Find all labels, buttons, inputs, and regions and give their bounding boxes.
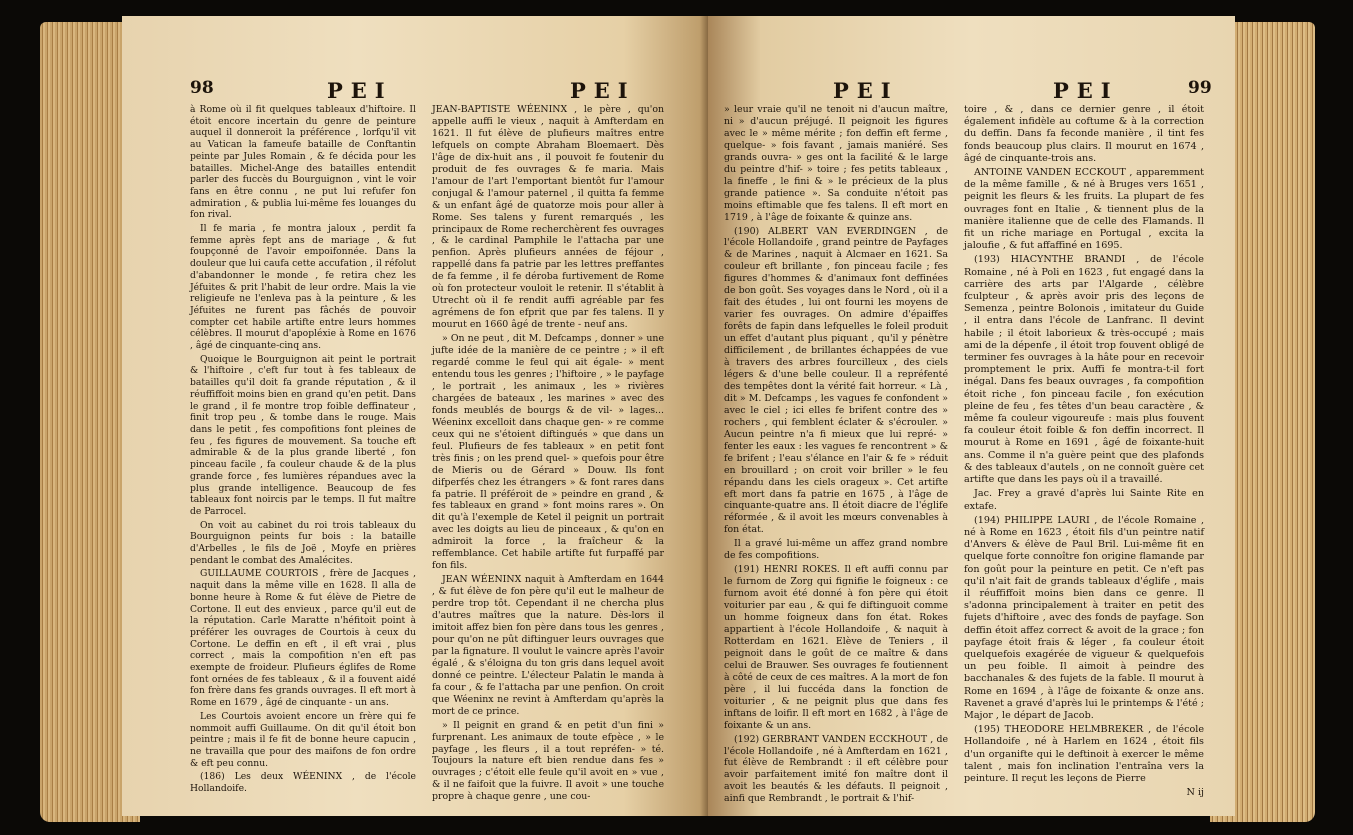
paragraph: (192) GERBRANT VANDEN ECCKHOUT , de l'école Hollandoife , né à Amfterdam en 1621 , fut élève de Rembrandt : il eft célèbre pour avoir parfaitement imité fon maître dont il avoit les beautés & les défauts. Il peignoit , ainfi que Rembrandt , le portrait & l'hif- (724, 733, 948, 805)
paragraph: Quoique le Bourguignon ait peint le portrait & l'hiftoire , c'eft fur tout à fes tableaux de batailles qu'il doit fa grande réputation , & il réuffiffoit moins bien en grand qu'en petit. Dans le grand , il fe montre trop foible deffinateur , finit trop peu , & tombe dans le rouge. Mais dans le petit , fes compofitions font pleines de feu , fes figures de mouvement. Sa touche eft admirable & de la plus grande liberté , fon pinceau facile , fa couleur chaude & de la plus grande force , fes lumières répandues avec la plus grande intelligence. Beaucoup de fes tableaux font noircis par le temps. Il fut maître de Parrocel. (190, 353, 416, 517)
paragraph: (194) PHILIPPE LAURI , de l'école Romaine , né à Rome en 1623 , étoit fils d'un peintre natif d'Anvers & élève de Paul Bril. Lui-même fit en quelque forte connoître fon origine flamande par fon goût pour la peinture en petit. Ce n'eft pas qu'il n'ait fait de grands tableaux d'églife , mais il réuffiffoit moins bien dans ce genre. Il s'adonna principalement à traiter en petit des fujets d'hiftoire , avec des fonds de payfage. Son deffin étoit affez correct & avoit de la grace ; fon payfage étoit frais & léger , fa couleur étoit quelquefois exagérée de vigueur & quelquefois un peu foible. Il aimoit à peindre des bacchanales & des fujets de la fable. Il mourut à Rome en 1694 , à l'âge de foixante & onze ans. Ravenet a gravé d'après lui le printemps & l'été ; Major , le départ de Jacob. (964, 514, 1204, 721)
paragraph: Jac. Frey a gravé d'après lui Sainte Rite en extafe. (964, 488, 1204, 512)
paragraph: (190) ALBERT VAN EVERDINGEN , de l'école Hollandoife , grand peintre de Payfages & de Marines , naquit à Alcmaer en 1621. Sa couleur eft brillante , fon pinceau facile ; fes figures d'hommes & d'animaux font deffinées de bon goût. Ses voyages dans le Nord , où il a fait des études , lui ont fourni les moyens de varier fes ouvrages. On admire d'épaiffes forêts de fapin dans lefquelles le foleil produit un effet d'autant plus piquant , qu'il y pénètre difficilement , de brillantes échappées de vue à travers des arbres fourcilleux , des ciels légers & d'une belle couleur. Il a repréfenté des tempêtes dont la vérité fait horreur. « Là , dit » M. Defcamps , les vagues fe confondent » avec le ciel ; ici elles fe brifent contre des » rochers , qui femblent éclater & s'écrouler. » Aucun peintre n'a fi mieux que lui repré- » fenter les eaux : les vagues fe rencontrent » & fe brifent ; l'eau s'élance en l'air & fe » réduit en brouillard ; on croit voir briller » le feu répandu dans les ciels orageux ». Cet artifte eft mort dans fa patrie en 1675 , à l'âge de cinquante-quatre ans. Il étoit diacre de l'églife réformée , & il avoit les mœurs convenables à fon état. (724, 225, 948, 536)
left-column-2 (432, 104, 664, 805)
left-column-1 (190, 104, 416, 797)
paragraph: (193) HIACYNTHE BRANDI , de l'école Romaine , né à Poli en 1623 , fut engagé dans la carrière des arts par l'Algarde , célèbre fculpteur , & après avoir pris des leçons de Semenza , peintre Bolonois , imitateur du Guide , il entra dans l'école de Lanfranc. Il devint habile ; il étoit laborieux & très-occupé ; mais ami de la dépenfe , il étoit trop fouvent obligé de terminer fes ouvrages à la hâte pour en recevoir promptement le prix. Auffi fe montra-t-il fort inégal. Dans fes beaux ouvrages , fa compofition étoit riche , fon pinceau facile , fon exécution pleine de feu , fes têtes d'un beau caractère , & même fa couleur vigoureufe : mais plus fouvent fa couleur étoit foible & fon deffin incorrect. Il mourut à Rome en 1691 , âgé de foixante-huit ans. Comme il n'a guère peint que des plafonds & des tableaux d'autels , on ne connoît guère cet artifte que dans les pays où il a travaillé. (964, 254, 1204, 486)
paragraph: Il fe maria , fe montra jaloux , perdit fa femme après fept ans de mariage , & fut foupçonné de l'avoir empoifonnée. Dans la douleur que lui caufa cette accufation , il réfolut d'abandonner le monde , fe retira chez les Jéfuites & prit l'habit de leur ordre. Mais la vie religieufe ne l'enleva pas à la peinture , & les Jéfuites ne furent pas fâchés de pouvoir compter cet habile artifte entre leurs hommes célèbres. Il mourut d'apopléxie à Rome en 1676 , âgé de cinquante-cinq ans. (190, 223, 416, 352)
paragraph: ANTOINE VANDEN ECCKOUT , apparemment de la même famille , & né à Bruges vers 1651 , peignit les fleurs & les fruits. La plupart de fes ouvrages font en Italie , & tiennent plus de la manière italienne que de celle des Flamands. Il fit un riche mariage en Portugal , excita la jaloufie , & fut affaffiné en 1695. (964, 167, 1204, 252)
left-running-head-b: PEI (570, 78, 636, 103)
right-running-head-a: PEI (833, 78, 899, 103)
quotation: » Il peignit en grand & en petit d'un fini » furprenant. Les animaux de toute efpèce , » le payfage , les fleurs , il a tout repréfen- » té. Toujours la nature eft bien rendue dans fes » ouvrages ; c'étoit elle feule qu'il avoit en » vue , & il ne faifoit que la fuivre. Il avoit » une touche propre à chaque genre , une cou- (432, 719, 664, 803)
right-column-2 (964, 104, 1204, 801)
section-heading: (186) Les deux WÉENINX , de l'école Hollandoife. (190, 771, 416, 795)
paragraph: JEAN-BAPTISTE WÉENINX , le père , qu'on appelle auffi le vieux , naquit à Amfterdam en 1621. Il fut élève de plufieurs maîtres entre lefquels on compte Abraham Bloemaert. Dès l'âge de dix-huit ans , il pouvoit fe foutenir du produit de fes ouvrages & fe maria. Mais l'amour de l'art l'emportant bientôt fur l'amour conjugal & l'amour paternel , il quitta fa femme & un enfant âgé de quatorze mois pour aller à Rome. Ses talens y furent remarqués , les principaux de Rome recherchèrent fes ouvrages , & le cardinal Pamphile le l'attacha par une penfion. Après plufieurs années de féjour , rappellé dans fa patrie par les lettres preffantes de fa femme , il fe déroba furtivement de Rome où fon protecteur vouloit le retenir. Il s'établit à Utrecht où il fe rendit auffi agréable par fes agrémens de fon efprit que par fes talens. Il y mourut en 1660 âgé de trente - neuf ans. (432, 104, 664, 331)
paragraph: Il a gravé lui-même un affez grand nombre de fes compofitions. (724, 538, 948, 562)
right-page (708, 16, 1235, 816)
paragraph: Les Courtois avoient encore un frère qui fe nommoit auffi Guillaume. On dit qu'il étoit bon peintre ; mais il fe fit de bonne heure capucin , ne travailla que pour des maifons de fon ordre & eft peu connu. (190, 710, 416, 769)
quotation: » On ne peut , dit M. Defcamps , donner » une jufte idée de la manière de ce peintre ; » il eft regardé comme le feul qui ait égale- » ment entendu tous les genres ; l'hiftoire , » le payfage , le portrait , les animaux , les » rivières chargées de bateaux , les marines » avec des fonds meublés de bourgs & de vil- » lages... Wéeninx excelloit dans chaque gen- » re comme ceux qui ne s'étoient diftingués » que dans un feul. Plufieurs de fes tableaux » en petit font très finis ; on les prend quel- » quefois pour être de Mieris ou de Gérard » Douw. Ils font difperfés chez les étrangers » & font rares dans fa patrie. Il préféroit de » peindre en grand , & fes tableaux en grand » font moins rares ». On dit qu'à l'exemple de Ketel il peignit un portrait avec les doigts au lieu de pinceaux , & qu'on en admiroit la force , la fraîcheur & la reffemblance. Cet habile artifte fut furpaffé par fon fils. (432, 333, 664, 572)
left-running-head-a: PEI (327, 78, 393, 103)
right-running-head-b: PEI (1053, 78, 1119, 103)
paragraph: GUILLAUME COURTOIS , frère de Jacques , naquit dans la même ville en 1628. Il alla de bonne heure à Rome & fut élève de Pietre de Cortone. Il eut des envieux , parce qu'il eut de la réputation. Carle Maratte n'héfitoit point à préférer les ouvrages de Courtois à ceux du Cortone. Le deffin en eft , il eft vrai , plus correct , mais la compofition n'en eft pas exempte de froideur. Plufieurs églifes de Rome font ornées de fes tableaux , & il a fouvent aidé fon frère dans fes grands ouvrages. Il eft mort à Rome en 1679 , âgé de cinquante - un ans. (190, 568, 416, 709)
signature-mark: N ij (1186, 787, 1204, 799)
quotation: » leur vraie qu'il ne tenoit ni d'aucun maître, ni » d'aucun préjugé. Il peignoit les figures avec le » même mérite ; fon deffin eft ferme , quelque- » fois favant , jamais maniéré. Ses grands ouvra- » ges ont la facilité & le large du peintre d'hif- » toire ; fes petits tableaux , la fineffe , le fini & » le précieux de la plus grande patience ». Sa conduite n'étoit pas moins eftimable que fes talens. Il eft mort en 1719 , à l'âge de foixante & quinze ans. (724, 104, 948, 223)
paragraph: (191) HENRI ROKES. Il eft auffi connu par le furnom de Zorg qui fignifie le foigneux : ce furnom avoit été donné à fon père qui étoit voiturier par eau , & qui fe diftinguoit comme un homme foigneux dans fon état. Rokes appartient à l'école Hollandoife , & naquit à Rotterdam en 1621. Elève de Teniers , il peignoit dans le goût de ce maître & dans celui de Brauwer. Ses ouvrages fe foutiennent à côté de ceux de ces maîtres. A la mort de fon père , il lui fuccéda dans la fonction de voiturier , & ne peignit plus que dans fes inftans de loifir. Il eft mort en 1682 , à l'âge de foixante & un ans. (724, 564, 948, 731)
left-page-number: 98 (190, 78, 214, 98)
paragraph: (195) THEODORE HELMBREKER , de l'école Hollandoife , né à Harlem en 1624 , étoit fils d'un organifte qui le deftinoit à exercer le même talent , mais fon inclination l'entraîna vers la peinture. Il reçut les leçons de Pierre (964, 724, 1204, 784)
paragraph: toire , & , dans ce dernier genre , il étoit également infidèle au coftume & à la correction du deffin. Dans fa feconde manière , il tint fes fonds beaucoup plus clairs. Il mourut en 1674 , âgé de cinquante-trois ans. (964, 104, 1204, 164)
paragraph: à Rome où il fit quelques tableaux d'hiftoire. Il étoit encore incertain du genre de peinture auquel il donneroit la préférence , lorfqu'il vit au Vatican la fameufe bataille de Conftantin peinte par Jules Romain , & fe décida pour les batailles. Michel-Ange des batailles entendit parler des fuccès du Bourguignon , vint le voir fans en être connu , ne put lui refufer fon admiration , & publia lui-même fes louanges du fon rival. (190, 104, 416, 221)
paragraph: JEAN WÉENINX naquit à Amfterdam en 1644 , & fut élève de fon père qu'il eut le malheur de perdre trop tôt. Cependant il ne chercha plus d'autres maîtres que la nature. Dès-lors il imitoit affez bien fon père dans tous les genres , pour qu'on ne pût diftinguer leurs ouvrages que par la fignature. Il voulut le vaincre après l'avoir égalé , & s'éloigna du ton gris dans lequel avoit donné ce peintre. L'électeur Palatin le manda à fa cour , & fe l'attacha par une penfion. On croit que Wéeninx ne revint à Amfterdam qu'après la mort de ce prince. (432, 574, 664, 717)
open-book (40, 6, 1315, 826)
paragraph: On voit au cabinet du roi trois tableaux du Bourguignon peints fur bois : la bataille d'Arbelles , le fils de Joë , Moyfe en prières pendant le combat des Amalécites. (190, 519, 416, 566)
right-page-number: 99 (1188, 78, 1212, 98)
left-page (122, 16, 712, 816)
right-column-1 (724, 104, 948, 807)
